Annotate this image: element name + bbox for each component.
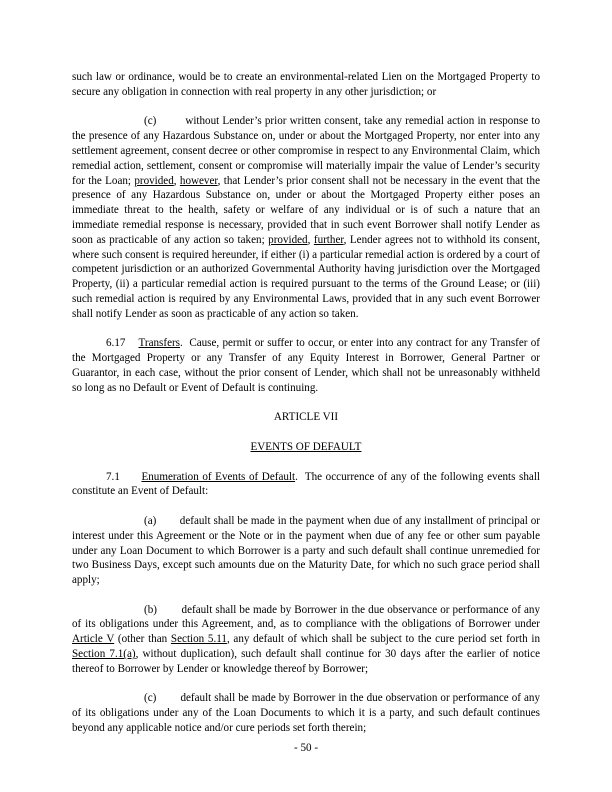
clause-b-label: (b): [144, 603, 157, 616]
clause-b-text-4: , without duplication), such default shall continue for 30 days after the earlier of notice thereof to Borrower by Lender or knowledge thereof by Borrower;: [72, 648, 540, 675]
further-term: further: [313, 233, 344, 246]
clause-c-text-1: without Lender’s prior written consent, take any remedial action in response to the presence of any Hazardous Substance on, under or about the Mortgaged Property, nor enter into any settlement agreement, consent decree or other compromise in respect to any Environmental Claim, which remedial action, settlement, consent or compromise will materially impair the value of Lender’s security for the Loan;: [72, 115, 540, 187]
section-6-17-title: Transfers: [138, 337, 180, 350]
however-term: however: [179, 174, 218, 187]
comma: ,: [173, 174, 177, 187]
article-heading: ARTICLE VII: [273, 411, 339, 424]
clause-b-text-2: (other than: [117, 633, 168, 646]
section-6-17-text: Cause, permit or suffer to occur, or enter into any contract for any Transfer of the Mortgaged Property or any Transfer of any Equity Interest in Borrower, General Partner or Guarantor, in each case, without the prior consent of Lender, which shall not be unreasonably withheld so long as no Default or Event of Default is continuing.: [72, 337, 541, 394]
clause-c2-text: default shall be made by Borrower in the due observation or performance of any of its obligations under any of the Loan Documents to which it is a party, and such default continues beyond any applicable notice and/or cure periods set forth therein;: [72, 692, 541, 735]
clause-c-text-3: , Lender agrees not to withhold its consent, where such consent is required hereunder, if either (i) a particular remedial action is ordered by a court of competent jurisdiction or an authorized Governmental Authority having jurisdiction over the Mortgaged Property, (ii) a particular remedial action is required pursuant to the terms of the Ground Lease; or (iii) such remedial action is required by any Environmental Laws, provided that in any such event Borrower shall notify Lender as soon as practicable of any action so taken.: [72, 233, 540, 320]
clause-c2-paragraph: [72, 691, 540, 735]
clause-c-paragraph: [72, 114, 540, 321]
clause-b-paragraph: [72, 603, 540, 677]
section-7-1-text: The occurrence of any of the following events shall constitute an Event of Default:: [72, 470, 540, 498]
page-number: - 50 -: [293, 742, 319, 754]
section-7-1: 7.1 Enumeration of Events of Default. The occurrence of any of the following events shall constitute an Event of Default:: [72, 470, 540, 498]
section-7-1-title: Enumeration of Events of Default: [141, 470, 296, 483]
continuation-paragraph: such law or ordinance, would be to create an environmental-related Lien on the Mortgaged Property to secure any obligation in connection with real property in any other jurisdiction; or: [72, 71, 540, 98]
article-v-reference: Article V: [72, 633, 115, 646]
clause-a-label: (a): [144, 514, 157, 527]
clause-b-text-1: default shall be made by Borrower in the due observance or performance of any of its obligations under this Agreement, and, as to compliance with the obligations of Borrower under: [72, 603, 540, 631]
article-title-text: EVENTS OF DEFAULT: [250, 440, 362, 453]
comma: ,: [307, 233, 311, 246]
clause-a-paragraph: [72, 514, 540, 588]
clause-c-label: (c): [144, 115, 157, 128]
section-6-17-number: 6.17: [106, 337, 126, 350]
clause-a-text: default shall be made in the payment when due of any installment of principal or interest under this Agreement or the Note or in the payment when due of any fee or other sum payable under any Loan Document to which Borrower is a party and such default shall continue unremedied for two Business Days, except such amounts due on the Maturity Date, for which no such grace period shall apply;: [72, 514, 540, 587]
clause-c-text-2: , that Lender’s prior consent shall not be necessary in the event that the presence of any Hazardous Substance on, under or about the Mortgaged Property either poses an immediate threat to the health, safety or welfare of any individual or is of such a nature that an immediate remedial response is necessary, provided that in such event Borrower shall notify Lender as soon as practicable of any action so taken;: [72, 174, 540, 246]
provided-term-1: provided: [134, 174, 174, 187]
clause-c2-label: (c): [144, 692, 157, 705]
provided-term-2: provided: [268, 233, 308, 246]
clause-b-text-3: , any default of which shall be subject to the cure period set forth in: [226, 633, 540, 646]
section-5-11-reference: Section 5.11: [170, 633, 227, 646]
section-7-1-number: 7.1: [106, 470, 120, 483]
section-7-1-a-reference: Section 7.1(a): [72, 648, 136, 661]
section-6-17: 6.17 Transfers. Cause, permit or suffer to occur, or enter into any contract for any Transfer of the Mortgaged Property or any Transfer of any Equity Interest in Borrower, General Partner or Guarantor, in each case, without the prior consent of Lender, which shall not be unreasonably withheld so long as no Default or Event of Default is continuing.: [72, 337, 541, 394]
article-title: [72, 440, 540, 455]
